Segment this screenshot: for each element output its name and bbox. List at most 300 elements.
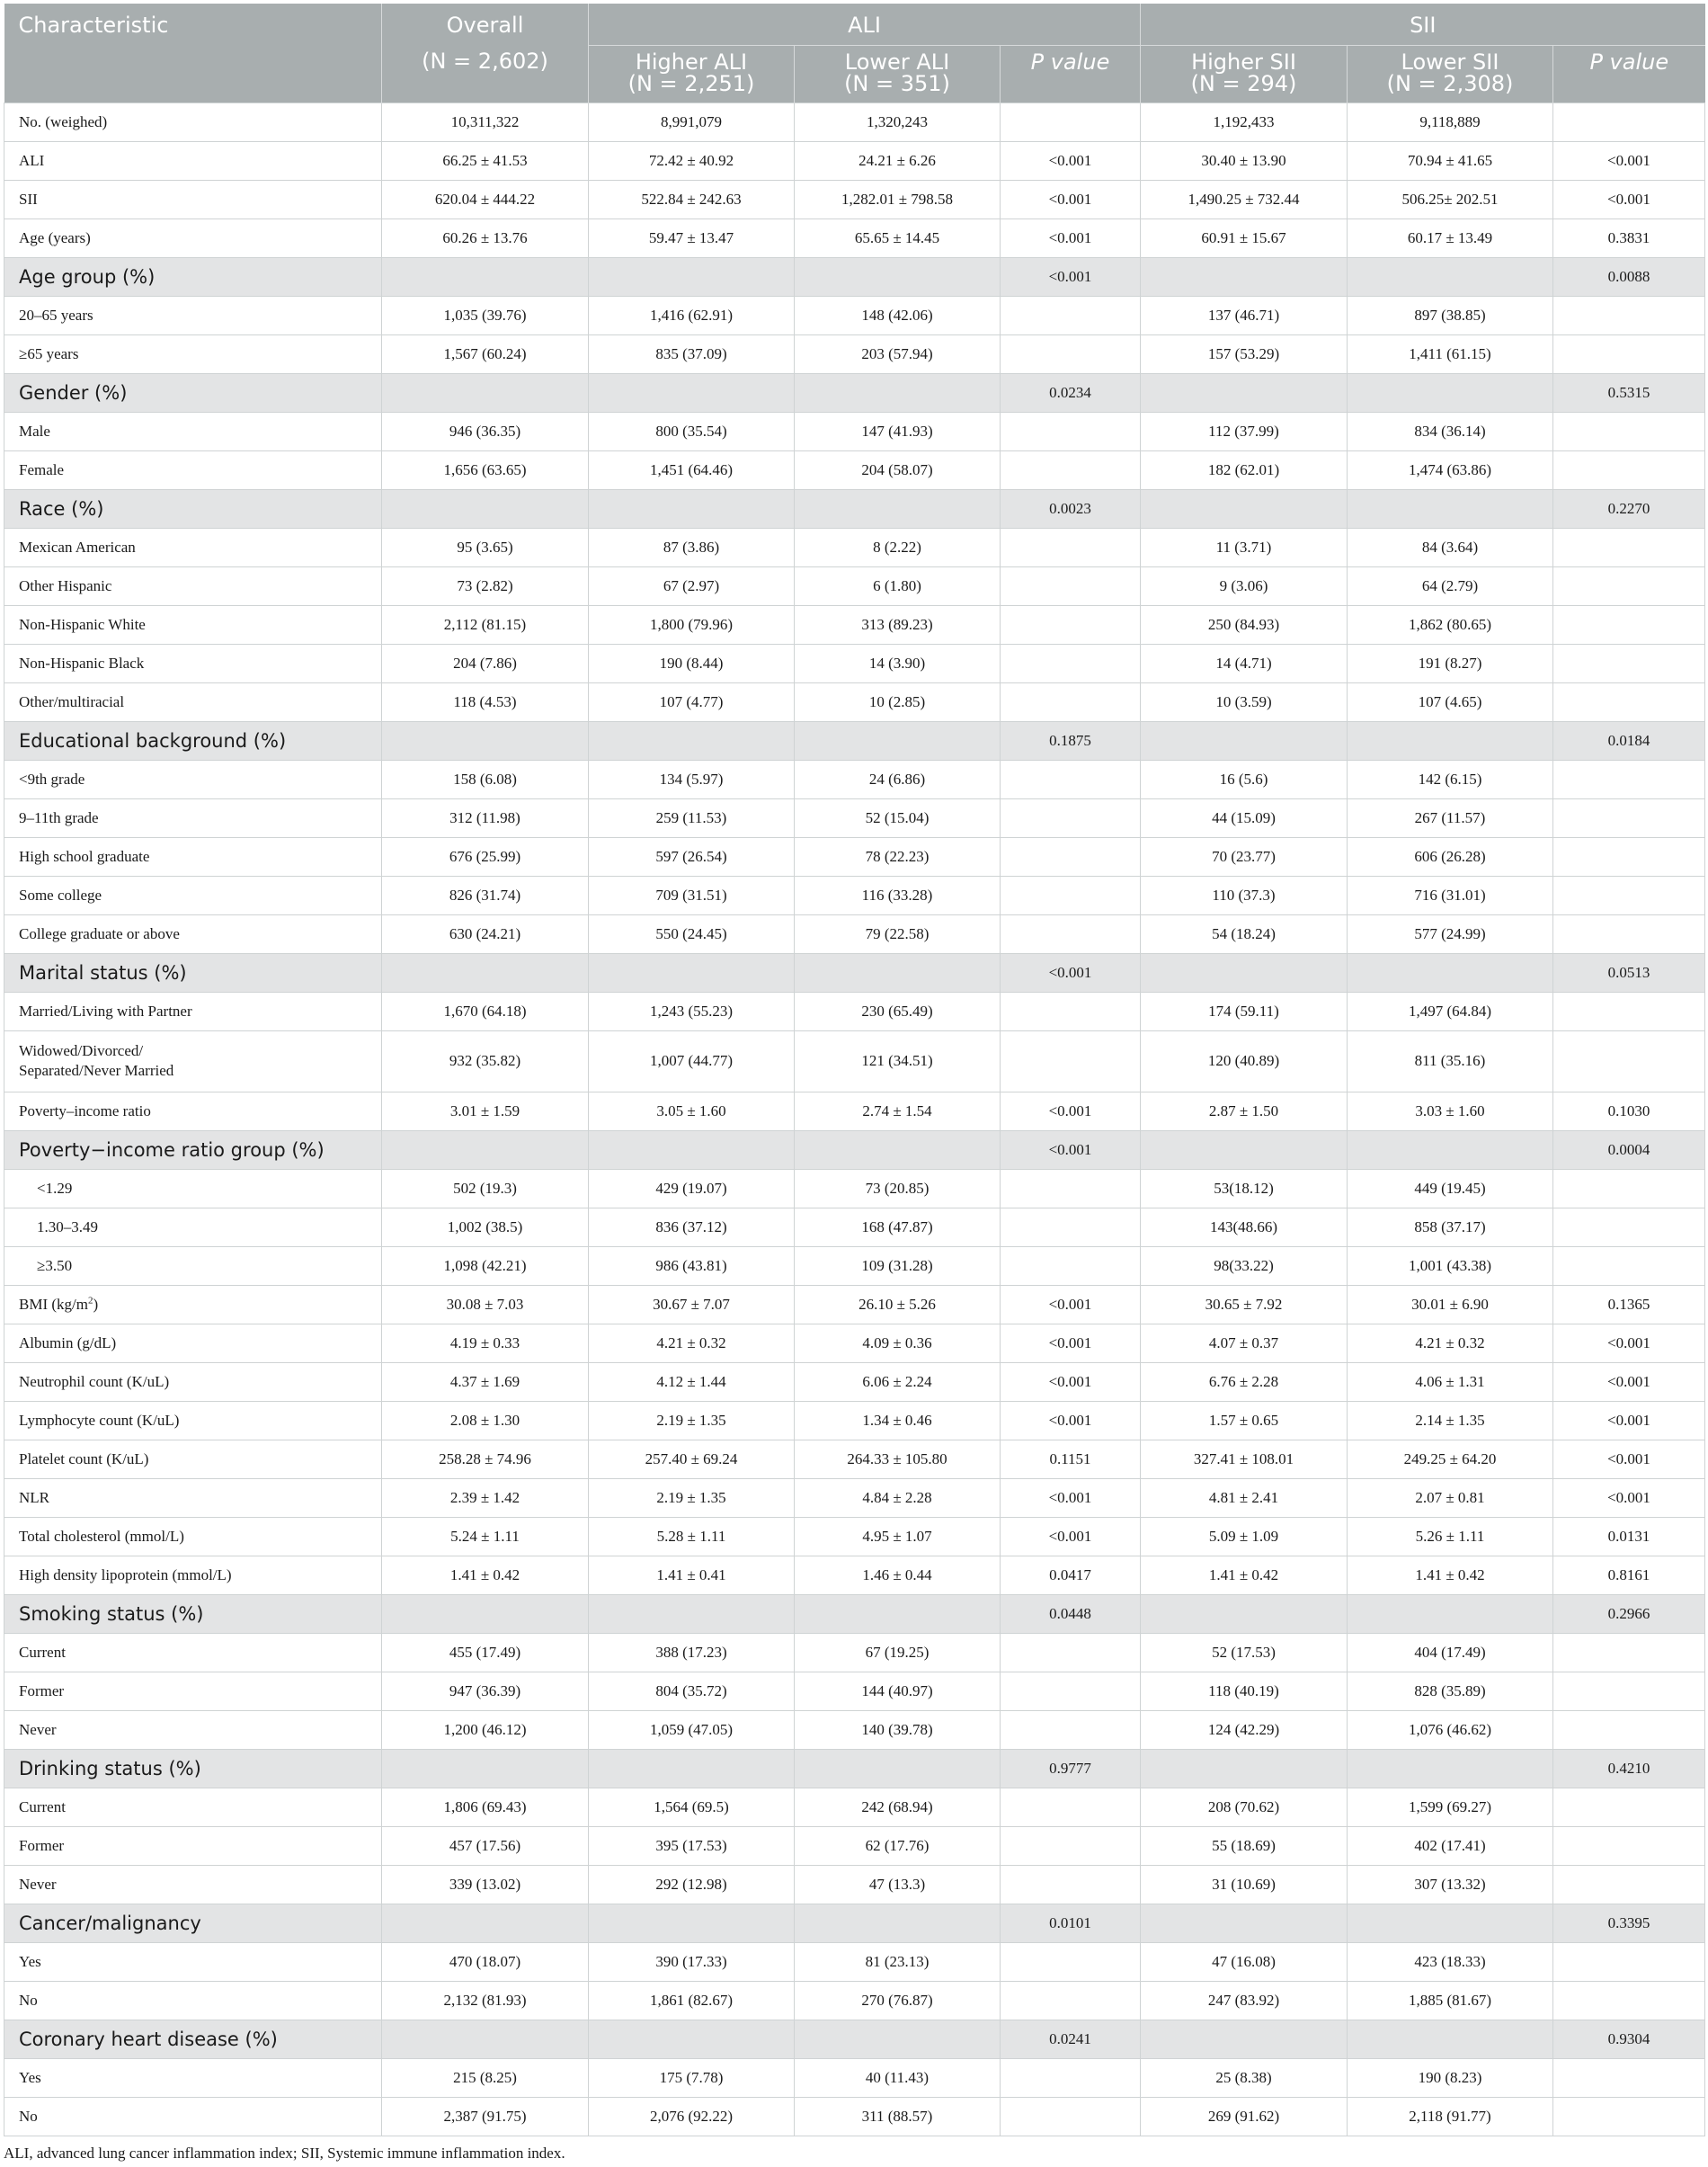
cell-p-value-sii: 0.4210 [1553, 1749, 1705, 1788]
table-row [4, 1710, 1705, 1749]
row-label: Albumin (g/dL) [4, 1324, 382, 1362]
row-label: NLR [4, 1478, 382, 1517]
cell-higher-ali: 1,416 (62.91) [589, 296, 795, 334]
table-row [4, 837, 1705, 876]
cell-higher-ali: 30.67 ± 7.07 [589, 1285, 795, 1324]
cell-higher-ali: 1,059 (47.05) [589, 1710, 795, 1749]
cell-p-value-sii: <0.001 [1553, 1440, 1705, 1478]
cell-higher-ali: 2.19 ± 1.35 [589, 1478, 795, 1517]
cell-higher-sii: 157 (53.29) [1141, 334, 1348, 373]
table-row [4, 1865, 1705, 1904]
cell-p-value-sii: <0.001 [1553, 141, 1705, 180]
cell-overall: 1,002 (38.5) [382, 1208, 589, 1246]
cell-p-value-sii [1553, 992, 1705, 1030]
row-label: Race (%) [4, 489, 382, 528]
cell-lower-sii: 577 (24.99) [1348, 914, 1553, 953]
table-row [4, 1788, 1705, 1826]
cell-p-value-ali [1001, 644, 1141, 682]
cell-p-value-ali [1001, 798, 1141, 837]
row-label: Non-Hispanic White [4, 605, 382, 644]
cell-higher-ali: 72.42 ± 40.92 [589, 141, 795, 180]
cell-higher-ali [589, 2020, 795, 2058]
cell-higher-ali: 8,991,079 [589, 103, 795, 141]
cell-lower-sii [1348, 1130, 1553, 1169]
cell-lower-ali: 313 (89.23) [795, 605, 1001, 644]
cell-higher-ali [589, 1904, 795, 1942]
cell-p-value-sii [1553, 1981, 1705, 2020]
cell-lower-ali: 6.06 ± 2.24 [795, 1362, 1001, 1401]
cell-p-value-ali: 0.9777 [1001, 1749, 1141, 1788]
table-row [4, 1030, 1705, 1092]
cell-lower-sii [1348, 1904, 1553, 1942]
cell-higher-sii [1141, 1130, 1348, 1169]
row-label: Current [4, 1633, 382, 1672]
cell-p-value-ali: 0.1151 [1001, 1440, 1141, 1478]
cell-lower-ali: 2.74 ± 1.54 [795, 1092, 1001, 1130]
table-section-row [4, 489, 1705, 528]
cell-lower-ali: 121 (34.51) [795, 1030, 1001, 1092]
table-section-row [4, 373, 1705, 412]
cell-lower-ali: 52 (15.04) [795, 798, 1001, 837]
cell-higher-sii: 44 (15.09) [1141, 798, 1348, 837]
cell-p-value-ali: 0.0023 [1001, 489, 1141, 528]
cell-lower-sii: 1,497 (64.84) [1348, 992, 1553, 1030]
cell-overall: 1,098 (42.21) [382, 1246, 589, 1285]
cell-p-value-sii: 0.0088 [1553, 257, 1705, 296]
table-row [4, 1401, 1705, 1440]
cell-higher-sii: 14 (4.71) [1141, 644, 1348, 682]
row-label: Male [4, 412, 382, 450]
cell-higher-sii: 110 (37.3) [1141, 876, 1348, 914]
cell-overall [382, 721, 589, 760]
table-row [4, 1981, 1705, 2020]
row-label: No [4, 1981, 382, 2020]
cell-overall: 502 (19.3) [382, 1169, 589, 1208]
cell-higher-sii: 4.81 ± 2.41 [1141, 1478, 1348, 1517]
header-lower-ali: Lower ALI (N = 351) [795, 45, 1001, 103]
cell-lower-sii: 2,118 (91.77) [1348, 2097, 1553, 2136]
cell-higher-ali: 87 (3.86) [589, 528, 795, 566]
row-label: Non-Hispanic Black [4, 644, 382, 682]
cell-p-value-sii [1553, 1030, 1705, 1092]
cell-p-value-sii: <0.001 [1553, 1401, 1705, 1440]
cell-p-value-ali [1001, 914, 1141, 953]
cell-overall: 1,806 (69.43) [382, 1788, 589, 1826]
cell-lower-ali [795, 373, 1001, 412]
cell-lower-ali: 4.95 ± 1.07 [795, 1517, 1001, 1556]
cell-higher-sii: 124 (42.29) [1141, 1710, 1348, 1749]
cell-overall: 470 (18.07) [382, 1942, 589, 1981]
header-p-value-ali: P value [1001, 45, 1141, 103]
cell-lower-sii: 9,118,889 [1348, 103, 1553, 141]
table-row [4, 528, 1705, 566]
table-row [4, 103, 1705, 141]
table-section-row [4, 1749, 1705, 1788]
cell-p-value-ali [1001, 760, 1141, 798]
cell-lower-ali: 6 (1.80) [795, 566, 1001, 605]
cell-p-value-ali [1001, 1633, 1141, 1672]
cell-overall: 1,670 (64.18) [382, 992, 589, 1030]
cell-p-value-ali [1001, 103, 1141, 141]
cell-p-value-sii [1553, 837, 1705, 876]
cell-higher-sii: 31 (10.69) [1141, 1865, 1348, 1904]
cell-overall: 2,112 (81.15) [382, 605, 589, 644]
cell-p-value-ali: <0.001 [1001, 1401, 1141, 1440]
cell-overall: 455 (17.49) [382, 1633, 589, 1672]
cell-lower-sii: 716 (31.01) [1348, 876, 1553, 914]
table-section-row [4, 953, 1705, 992]
cell-p-value-sii [1553, 1865, 1705, 1904]
cell-higher-ali: 257.40 ± 69.24 [589, 1440, 795, 1478]
cell-overall [382, 1594, 589, 1633]
row-label: SII [4, 180, 382, 218]
cell-lower-sii: 834 (36.14) [1348, 412, 1553, 450]
cell-overall: 204 (7.86) [382, 644, 589, 682]
cell-lower-sii: 404 (17.49) [1348, 1633, 1553, 1672]
header-sii-group: SII [1141, 4, 1705, 45]
cell-overall [382, 257, 589, 296]
cell-lower-ali: 230 (65.49) [795, 992, 1001, 1030]
cell-higher-ali: 259 (11.53) [589, 798, 795, 837]
cell-p-value-ali: <0.001 [1001, 180, 1141, 218]
cell-lower-sii: 191 (8.27) [1348, 644, 1553, 682]
cell-lower-ali: 26.10 ± 5.26 [795, 1285, 1001, 1324]
cell-lower-sii: 1,411 (61.15) [1348, 334, 1553, 373]
cell-lower-ali: 14 (3.90) [795, 644, 1001, 682]
cell-higher-ali: 4.21 ± 0.32 [589, 1324, 795, 1362]
cell-higher-sii: 5.09 ± 1.09 [1141, 1517, 1348, 1556]
table-row [4, 334, 1705, 373]
cell-lower-ali: 203 (57.94) [795, 334, 1001, 373]
row-label: Yes [4, 1942, 382, 1981]
cell-p-value-ali [1001, 1826, 1141, 1865]
cell-p-value-sii [1553, 296, 1705, 334]
row-label: 9–11th grade [4, 798, 382, 837]
cell-p-value-sii [1553, 1788, 1705, 1826]
table-row [4, 876, 1705, 914]
cell-p-value-ali [1001, 1208, 1141, 1246]
row-label: <9th grade [4, 760, 382, 798]
cell-lower-sii: 2.07 ± 0.81 [1348, 1478, 1553, 1517]
cell-overall: 1,656 (63.65) [382, 450, 589, 489]
cell-higher-ali: 390 (17.33) [589, 1942, 795, 1981]
cell-lower-sii: 423 (18.33) [1348, 1942, 1553, 1981]
cell-overall: 630 (24.21) [382, 914, 589, 953]
row-label: Yes [4, 2058, 382, 2097]
cell-p-value-sii [1553, 876, 1705, 914]
row-label: Married/Living with Partner [4, 992, 382, 1030]
cell-higher-sii [1141, 1594, 1348, 1633]
cell-p-value-ali [1001, 1865, 1141, 1904]
cell-higher-sii: 70 (23.77) [1141, 837, 1348, 876]
cell-overall: 2,132 (81.93) [382, 1981, 589, 2020]
cell-lower-ali [795, 1749, 1001, 1788]
cell-higher-sii: 98(33.22) [1141, 1246, 1348, 1285]
cell-lower-sii [1348, 2020, 1553, 2058]
cell-p-value-sii: 0.5315 [1553, 373, 1705, 412]
cell-higher-ali: 835 (37.09) [589, 334, 795, 373]
cell-p-value-sii: <0.001 [1553, 180, 1705, 218]
cell-lower-ali: 264.33 ± 105.80 [795, 1440, 1001, 1478]
cell-p-value-ali: 0.1875 [1001, 721, 1141, 760]
cell-overall [382, 489, 589, 528]
row-label: 1.30–3.49 [4, 1208, 382, 1246]
cell-higher-sii: 269 (91.62) [1141, 2097, 1348, 2136]
cell-higher-ali: 1,243 (55.23) [589, 992, 795, 1030]
cell-overall [382, 953, 589, 992]
cell-p-value-ali [1001, 2058, 1141, 2097]
header-overall-n: (N = 2,602) [382, 45, 589, 103]
cell-lower-sii: 249.25 ± 64.20 [1348, 1440, 1553, 1478]
cell-higher-ali: 292 (12.98) [589, 1865, 795, 1904]
cell-p-value-sii [1553, 2097, 1705, 2136]
cell-lower-ali: 8 (2.22) [795, 528, 1001, 566]
row-label: Coronary heart disease (%) [4, 2020, 382, 2058]
cell-higher-sii: 143(48.66) [1141, 1208, 1348, 1246]
cell-overall: 339 (13.02) [382, 1865, 589, 1904]
cell-lower-sii [1348, 721, 1553, 760]
cell-higher-sii [1141, 953, 1348, 992]
cell-p-value-sii [1553, 1208, 1705, 1246]
cell-overall [382, 1130, 589, 1169]
row-label: Drinking status (%) [4, 1749, 382, 1788]
cell-overall: 1,567 (60.24) [382, 334, 589, 373]
row-label: College graduate or above [4, 914, 382, 953]
cell-lower-sii: 1,885 (81.67) [1348, 1981, 1553, 2020]
cell-lower-ali: 270 (76.87) [795, 1981, 1001, 2020]
cell-overall: 1,035 (39.76) [382, 296, 589, 334]
row-label: High density lipoprotein (mmol/L) [4, 1556, 382, 1594]
cell-p-value-ali [1001, 450, 1141, 489]
cell-lower-ali [795, 257, 1001, 296]
cell-higher-sii [1141, 257, 1348, 296]
cell-p-value-sii [1553, 1672, 1705, 1710]
cell-higher-sii: 1,192,433 [1141, 103, 1348, 141]
cell-lower-ali: 79 (22.58) [795, 914, 1001, 953]
cell-higher-ali [589, 721, 795, 760]
table-row [4, 1362, 1705, 1401]
cell-lower-sii [1348, 1594, 1553, 1633]
cell-higher-sii: 250 (84.93) [1141, 605, 1348, 644]
cell-higher-sii: 6.76 ± 2.28 [1141, 1362, 1348, 1401]
cell-higher-ali: 836 (37.12) [589, 1208, 795, 1246]
cell-p-value-sii: 0.3395 [1553, 1904, 1705, 1942]
table-row [4, 1478, 1705, 1517]
cell-p-value-ali: 0.0234 [1001, 373, 1141, 412]
cell-lower-sii: 142 (6.15) [1348, 760, 1553, 798]
cell-higher-ali: 597 (26.54) [589, 837, 795, 876]
cell-lower-sii: 506.25± 202.51 [1348, 180, 1553, 218]
cell-lower-ali: 4.09 ± 0.36 [795, 1324, 1001, 1362]
table-section-row [4, 1130, 1705, 1169]
cell-lower-sii [1348, 489, 1553, 528]
cell-higher-ali: 4.12 ± 1.44 [589, 1362, 795, 1401]
cell-lower-sii: 1,474 (63.86) [1348, 450, 1553, 489]
cell-lower-ali: 65.65 ± 14.45 [795, 218, 1001, 257]
cell-lower-sii: 84 (3.64) [1348, 528, 1553, 566]
cell-p-value-sii: <0.001 [1553, 1362, 1705, 1401]
cell-overall: 258.28 ± 74.96 [382, 1440, 589, 1478]
cell-higher-ali: 1,861 (82.67) [589, 1981, 795, 2020]
cell-p-value-ali [1001, 1030, 1141, 1092]
cell-p-value-sii [1553, 412, 1705, 450]
cell-lower-ali: 116 (33.28) [795, 876, 1001, 914]
cell-lower-sii: 449 (19.45) [1348, 1169, 1553, 1208]
cell-lower-sii: 1,076 (46.62) [1348, 1710, 1553, 1749]
cell-higher-ali: 1,800 (79.96) [589, 605, 795, 644]
cell-lower-sii: 828 (35.89) [1348, 1672, 1553, 1710]
cell-p-value-ali: <0.001 [1001, 1130, 1141, 1169]
row-label: Other Hispanic [4, 566, 382, 605]
cell-higher-sii [1141, 489, 1348, 528]
cell-p-value-sii: 0.2966 [1553, 1594, 1705, 1633]
header-ali-group: ALI [589, 4, 1141, 45]
cell-p-value-sii [1553, 1826, 1705, 1865]
cell-lower-sii: 30.01 ± 6.90 [1348, 1285, 1553, 1324]
cell-p-value-ali: <0.001 [1001, 1362, 1141, 1401]
cell-p-value-sii [1553, 2058, 1705, 2097]
row-label: No. (weighed) [4, 103, 382, 141]
cell-lower-sii [1348, 953, 1553, 992]
cell-lower-ali: 1,282.01 ± 798.58 [795, 180, 1001, 218]
row-label: ≥3.50 [4, 1246, 382, 1285]
cell-higher-ali: 1,007 (44.77) [589, 1030, 795, 1092]
cell-lower-ali: 47 (13.3) [795, 1865, 1001, 1904]
cell-p-value-sii [1553, 334, 1705, 373]
table-footnote: ALI, advanced lung cancer inflammation index; SII, Systemic immune inflammation index. [4, 2145, 565, 2162]
row-label: Age (years) [4, 218, 382, 257]
cell-higher-ali: 1,451 (64.46) [589, 450, 795, 489]
table-row [4, 1942, 1705, 1981]
cell-higher-sii: 52 (17.53) [1141, 1633, 1348, 1672]
cell-p-value-ali [1001, 334, 1141, 373]
cell-lower-sii: 402 (17.41) [1348, 1826, 1553, 1865]
row-label: Poverty−income ratio group (%) [4, 1130, 382, 1169]
cell-higher-sii [1141, 1749, 1348, 1788]
table-row [4, 914, 1705, 953]
cell-p-value-ali [1001, 1246, 1141, 1285]
table-row [4, 798, 1705, 837]
cell-p-value-ali [1001, 1710, 1141, 1749]
cell-higher-sii: 47 (16.08) [1141, 1942, 1348, 1981]
cell-higher-ali: 5.28 ± 1.11 [589, 1517, 795, 1556]
cell-overall: 947 (36.39) [382, 1672, 589, 1710]
row-label: Neutrophil count (K/uL) [4, 1362, 382, 1401]
cell-overall [382, 373, 589, 412]
header-higher-ali: Higher ALI (N = 2,251) [589, 45, 795, 103]
cell-higher-ali: 388 (17.23) [589, 1633, 795, 1672]
cell-higher-sii: 1.41 ± 0.42 [1141, 1556, 1348, 1594]
cell-higher-sii: 55 (18.69) [1141, 1826, 1348, 1865]
cell-lower-sii: 5.26 ± 1.11 [1348, 1517, 1553, 1556]
cell-lower-ali: 311 (88.57) [795, 2097, 1001, 2136]
cell-overall: 1.41 ± 0.42 [382, 1556, 589, 1594]
cell-overall: 118 (4.53) [382, 682, 589, 721]
cell-lower-sii: 4.21 ± 0.32 [1348, 1324, 1553, 1362]
table-row [4, 1633, 1705, 1672]
cell-higher-ali: 804 (35.72) [589, 1672, 795, 1710]
cell-p-value-ali: <0.001 [1001, 1478, 1141, 1517]
cell-lower-ali: 109 (31.28) [795, 1246, 1001, 1285]
row-label: 20–65 years [4, 296, 382, 334]
cell-lower-ali: 62 (17.76) [795, 1826, 1001, 1865]
cell-higher-ali: 134 (5.97) [589, 760, 795, 798]
table-row [4, 1246, 1705, 1285]
table-row [4, 1208, 1705, 1246]
cell-p-value-sii [1553, 1710, 1705, 1749]
cell-higher-ali [589, 489, 795, 528]
cell-lower-sii: 1,862 (80.65) [1348, 605, 1553, 644]
cell-lower-sii: 4.06 ± 1.31 [1348, 1362, 1553, 1401]
cell-lower-ali: 1,320,243 [795, 103, 1001, 141]
cell-overall: 932 (35.82) [382, 1030, 589, 1092]
cell-lower-ali [795, 1904, 1001, 1942]
cell-overall: 10,311,322 [382, 103, 589, 141]
cell-p-value-sii [1553, 528, 1705, 566]
cell-higher-ali: 1.41 ± 0.41 [589, 1556, 795, 1594]
cell-lower-ali: 24.21 ± 6.26 [795, 141, 1001, 180]
cell-higher-ali: 395 (17.53) [589, 1826, 795, 1865]
table-section-row [4, 257, 1705, 296]
cell-p-value-ali: <0.001 [1001, 1324, 1141, 1362]
table-row [4, 682, 1705, 721]
cell-p-value-ali: <0.001 [1001, 218, 1141, 257]
table-row [4, 2058, 1705, 2097]
cell-higher-ali [589, 257, 795, 296]
cell-lower-sii: 1,001 (43.38) [1348, 1246, 1553, 1285]
cell-p-value-sii [1553, 605, 1705, 644]
cell-overall: 2.39 ± 1.42 [382, 1478, 589, 1517]
cell-p-value-ali: 0.0448 [1001, 1594, 1141, 1633]
table-row [4, 450, 1705, 489]
cell-p-value-sii [1553, 566, 1705, 605]
cell-higher-ali: 522.84 ± 242.63 [589, 180, 795, 218]
row-label: Age group (%) [4, 257, 382, 296]
row-label: Never [4, 1865, 382, 1904]
cell-lower-sii: 2.14 ± 1.35 [1348, 1401, 1553, 1440]
table-row [4, 992, 1705, 1030]
cell-lower-sii: 1,599 (69.27) [1348, 1788, 1553, 1826]
cell-p-value-sii [1553, 644, 1705, 682]
cell-p-value-sii: 0.9304 [1553, 2020, 1705, 2058]
row-label: <1.29 [4, 1169, 382, 1208]
cell-p-value-ali [1001, 837, 1141, 876]
cell-higher-ali [589, 1130, 795, 1169]
row-label: Cancer/malignancy [4, 1904, 382, 1942]
cell-p-value-sii: 0.3831 [1553, 218, 1705, 257]
cell-p-value-sii [1553, 103, 1705, 141]
cell-higher-sii: 10 (3.59) [1141, 682, 1348, 721]
cell-lower-ali: 1.46 ± 0.44 [795, 1556, 1001, 1594]
table-row [4, 1556, 1705, 1594]
cell-overall [382, 1904, 589, 1942]
cell-p-value-ali: <0.001 [1001, 1092, 1141, 1130]
cell-p-value-ali [1001, 1169, 1141, 1208]
cell-p-value-ali: <0.001 [1001, 953, 1141, 992]
cell-lower-sii: 190 (8.23) [1348, 2058, 1553, 2097]
table-section-row [4, 721, 1705, 760]
cell-lower-ali [795, 489, 1001, 528]
cell-p-value-sii: <0.001 [1553, 1324, 1705, 1362]
cell-p-value-sii: 0.1365 [1553, 1285, 1705, 1324]
row-label: Some college [4, 876, 382, 914]
cell-lower-sii: 811 (35.16) [1348, 1030, 1553, 1092]
cell-lower-ali: 204 (58.07) [795, 450, 1001, 489]
cell-higher-sii: 1.57 ± 0.65 [1141, 1401, 1348, 1440]
cell-lower-ali: 144 (40.97) [795, 1672, 1001, 1710]
cell-lower-sii: 70.94 ± 41.65 [1348, 141, 1553, 180]
row-label: Former [4, 1826, 382, 1865]
